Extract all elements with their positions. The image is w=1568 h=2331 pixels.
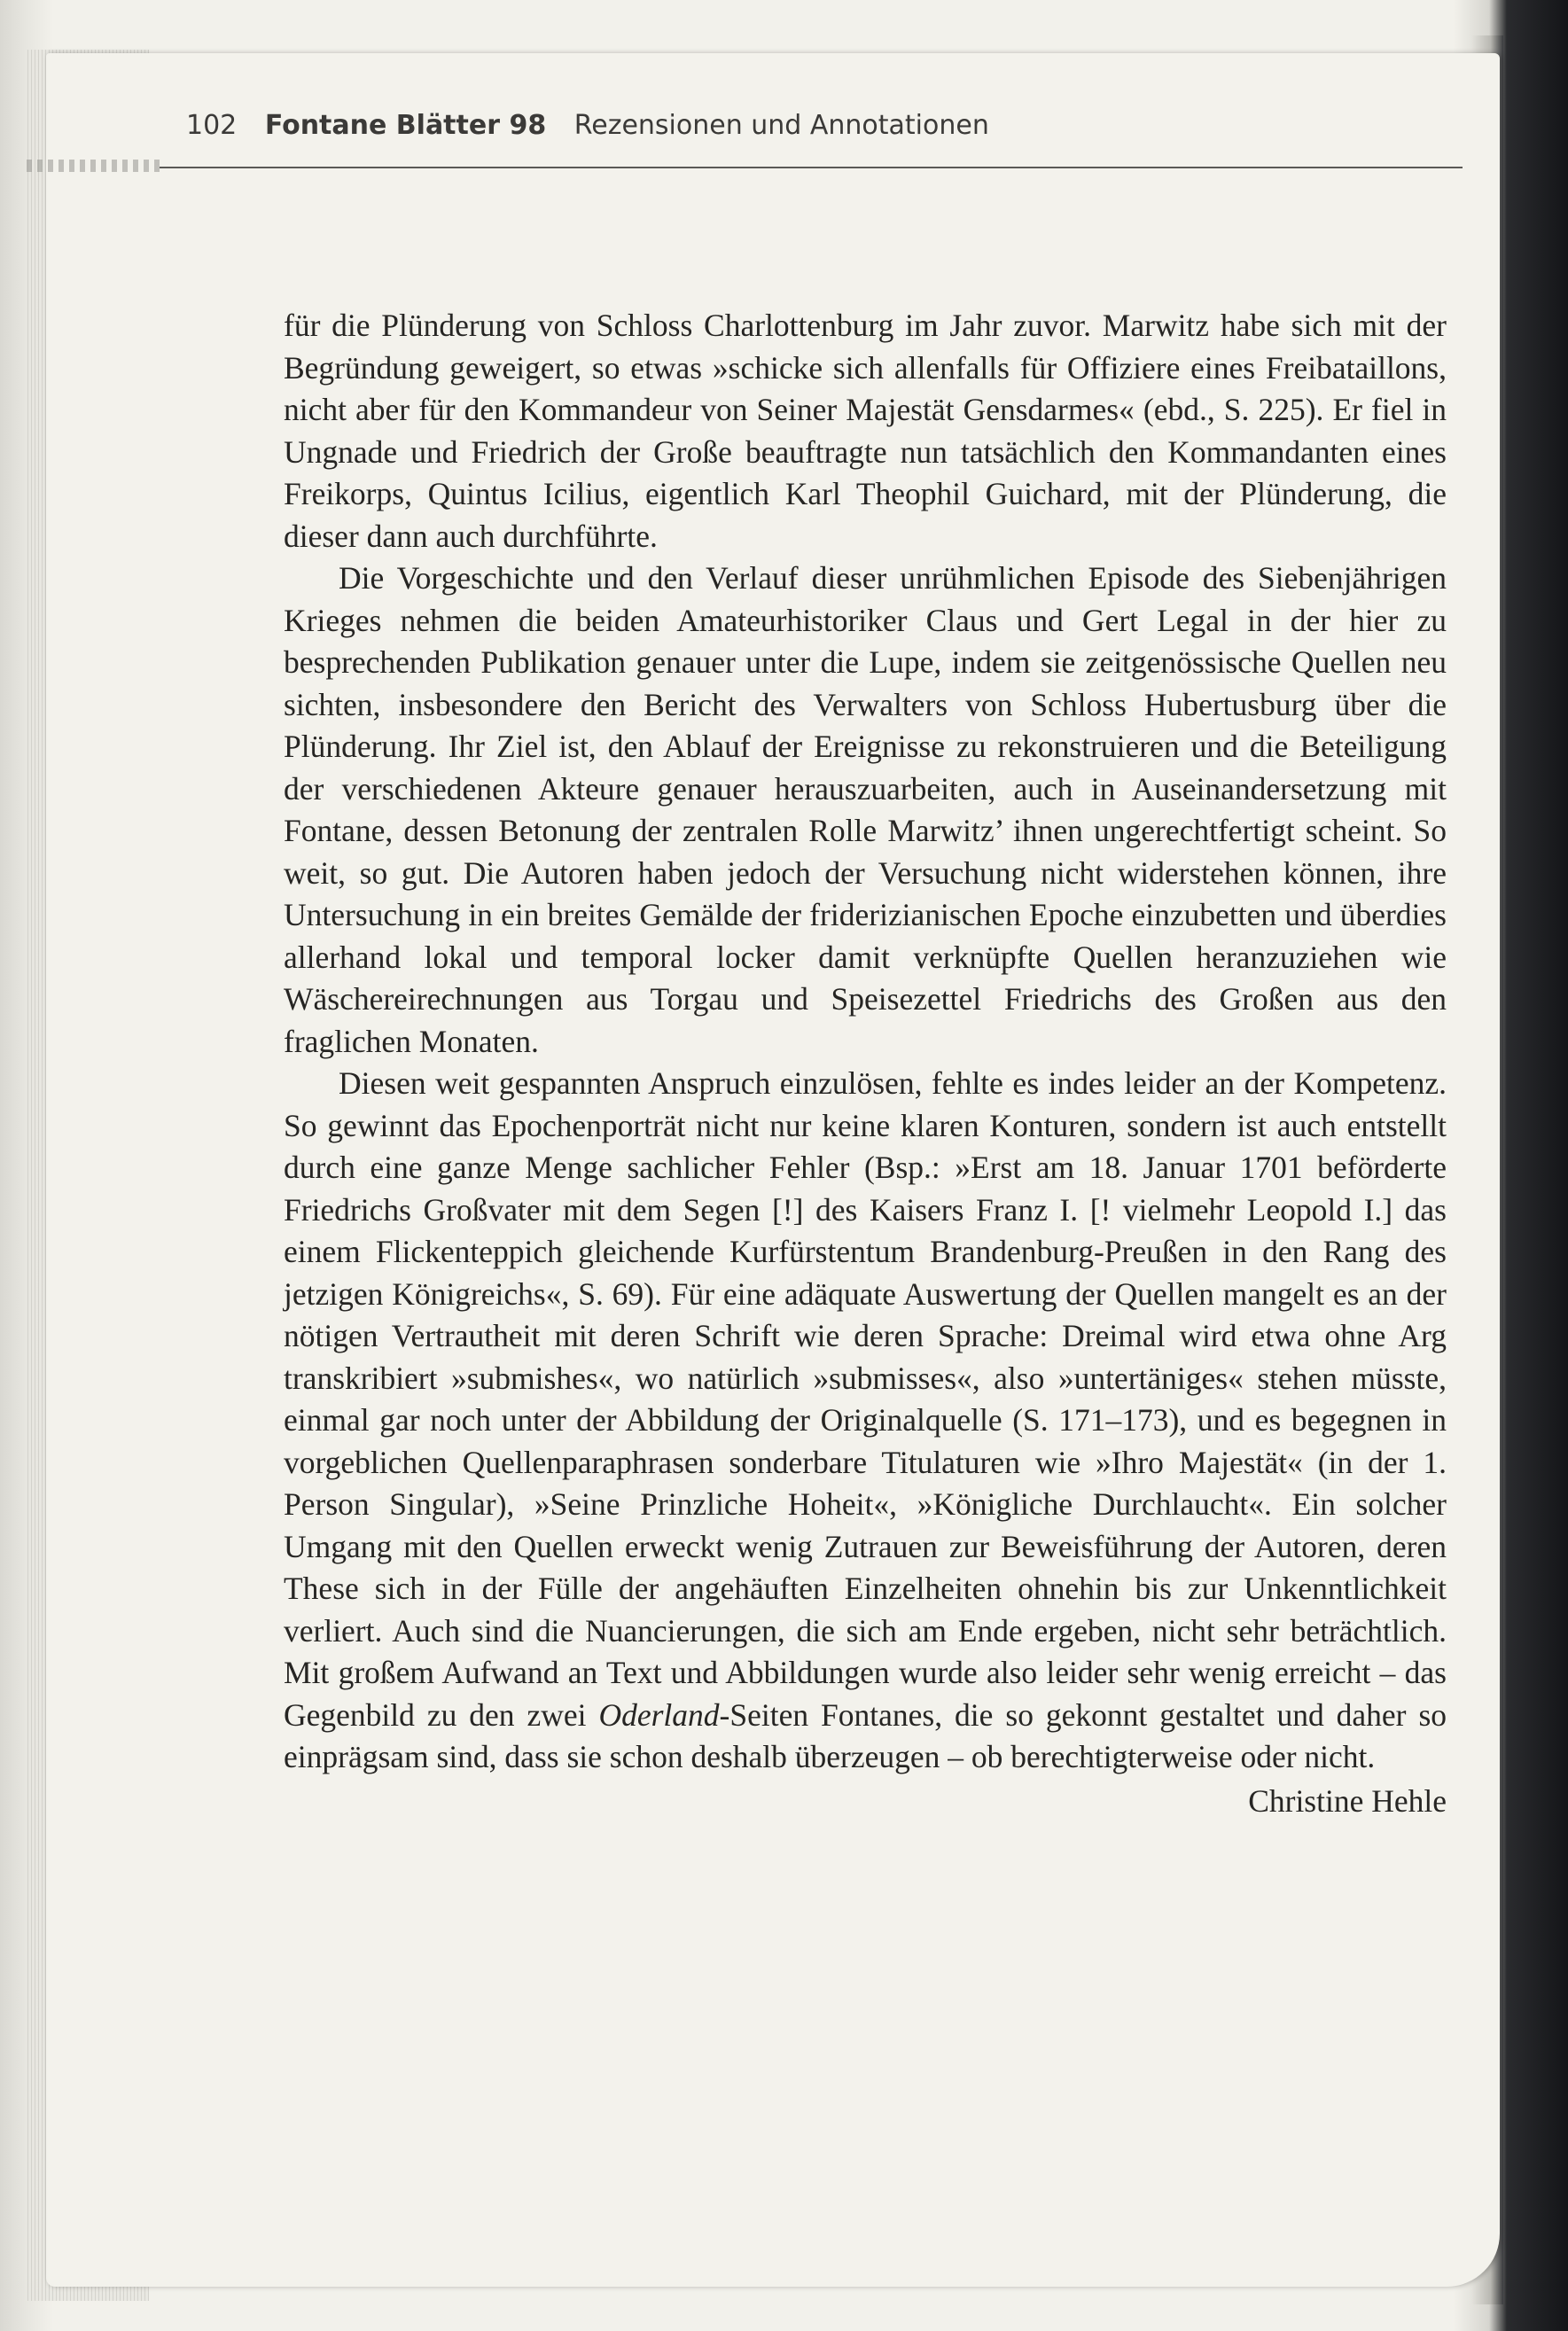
paragraph-2: Die Vorgeschichte und den Verlauf dieser unrühmlichen Episode des Siebenjährigen Krieges nehmen die beiden Amateurhistoriker Claus und Gert Legal in der hier zu besprechenden Publikation genauer unter die Lupe, indem sie zeitgenössische Quellen neu sichten, insbesondere den Bericht des Verwalters von Schloss Hubertusburg über die Plünderung. Ihr Ziel ist, den Ablauf der Ereignisse zu rekonstruieren und die Beteiligung der verschiedenen Akteure genauer herauszuarbeiten, auch in Auseinandersetzung mit Fontane, dessen Betonung der zentralen Rolle Marwitz’ ihnen ungerechtfertigt scheint. So weit, so gut. Die Autoren haben jedoch der Versuchung nicht widerstehen können, ihre Untersuchung in ein breites Gemälde der friderizianischen Epoche einzubetten und überdies allerhand lokal und temporal locker damit verknüpfte Quellen heranzuziehen wie Wäschereirechnungen aus Torgau und Speisezettel Friedrichs des Großen aus den fraglichen Monaten. — [284, 560, 1447, 1059]
page-number: 102 — [186, 110, 238, 141]
oderland-title: Oderland — [598, 1696, 720, 1733]
running-head — [186, 110, 1418, 149]
journal-title: Fontane Blätter 98 — [264, 110, 547, 141]
paragraph-3-end: -Seiten Fontanes, die so gekonnt gestaltet und daher so einprägsam sind, dass sie schon deshalb überzeugen – ob berechtigterweise oder nicht. — [284, 1696, 1447, 1774]
header-rule — [160, 167, 1463, 168]
paragraph-1: für die Plünderung von Schloss Charlottenburg im Jahr zuvor. Marwitz habe sich mit der Begründung geweigert, so etwas »schicke sich allenfalls für Offiziere eines Freibataillons, nicht aber für den Kommandeur von Seiner Majestät Gensdarmes« (ebd., S. 225). Er fiel in Ungnade und Friedrich der Große beauftragte nun tatsächlich den Kommandanten eines Freikorps, Quintus Icilius, eigentlich Karl Theophil Guichard, mit der Plünderung, die dieser dann auch durchführte. — [284, 308, 1447, 554]
paragraph-3 — [284, 1063, 1447, 1779]
article-body — [284, 305, 1447, 1822]
author-signature: Christine Hehle — [1248, 1782, 1447, 1819]
paragraph-3-text: Diesen weit gespannten Anspruch einzulösen, fehlte es indes leider an der Kompetenz. So gewinnt das Epochenporträt nicht nur keine klaren Konturen, sondern ist auch entstellt durch eine ganze Menge sachlicher Fehler (Bsp.: »Erst am 18. Januar 1701 beförderte Friedrichs Großvater mit dem Segen [!] des Kaisers Franz I. [! vielmehr Leopold I.] das einem Flickenteppich gleichende Kurfürstentum Brandenburg-Preußen in den Rang des jetzigen Königreichs«, S. 69). Für eine adäquate Auswertung der Quellen mangelt es an der nötigen Vertrautheit mit deren Schrift wie deren Sprache: Dreimal wird etwa ohne Arg transkribiert »submishes«, wo natürlich »submisses«, also »untertäniges« stehen müsste, einmal gar noch unter der Abbildung der Originalquelle (S. 171–173), und es begegnen in vorgeblichen Quellenparaphrasen sonderbare Titulaturen wie »Ihro Majestät« (in der 1. Person Singular), »Seine Prinzliche Hoheit«, »Königliche Durchlaucht«. Ein solcher Umgang mit den Quellen erweckt wenig Zutrauen zur Beweisführung der Autoren, deren These sich in der Fülle der angehäuften Einzelheiten ohnehin bis zur Unkenntlichkeit verliert. Auch sind die Nuancierungen, die sich am Ende ergeben, nicht sehr beträchtlich. Mit großem Aufwand an Text und Abbildungen wurde also leider sehr wenig erreicht – das Gegenbild zu den zwei — [284, 1065, 1447, 1733]
section-title: Rezensionen und Annotationen — [573, 110, 989, 141]
header-rule-mark — [27, 160, 160, 172]
